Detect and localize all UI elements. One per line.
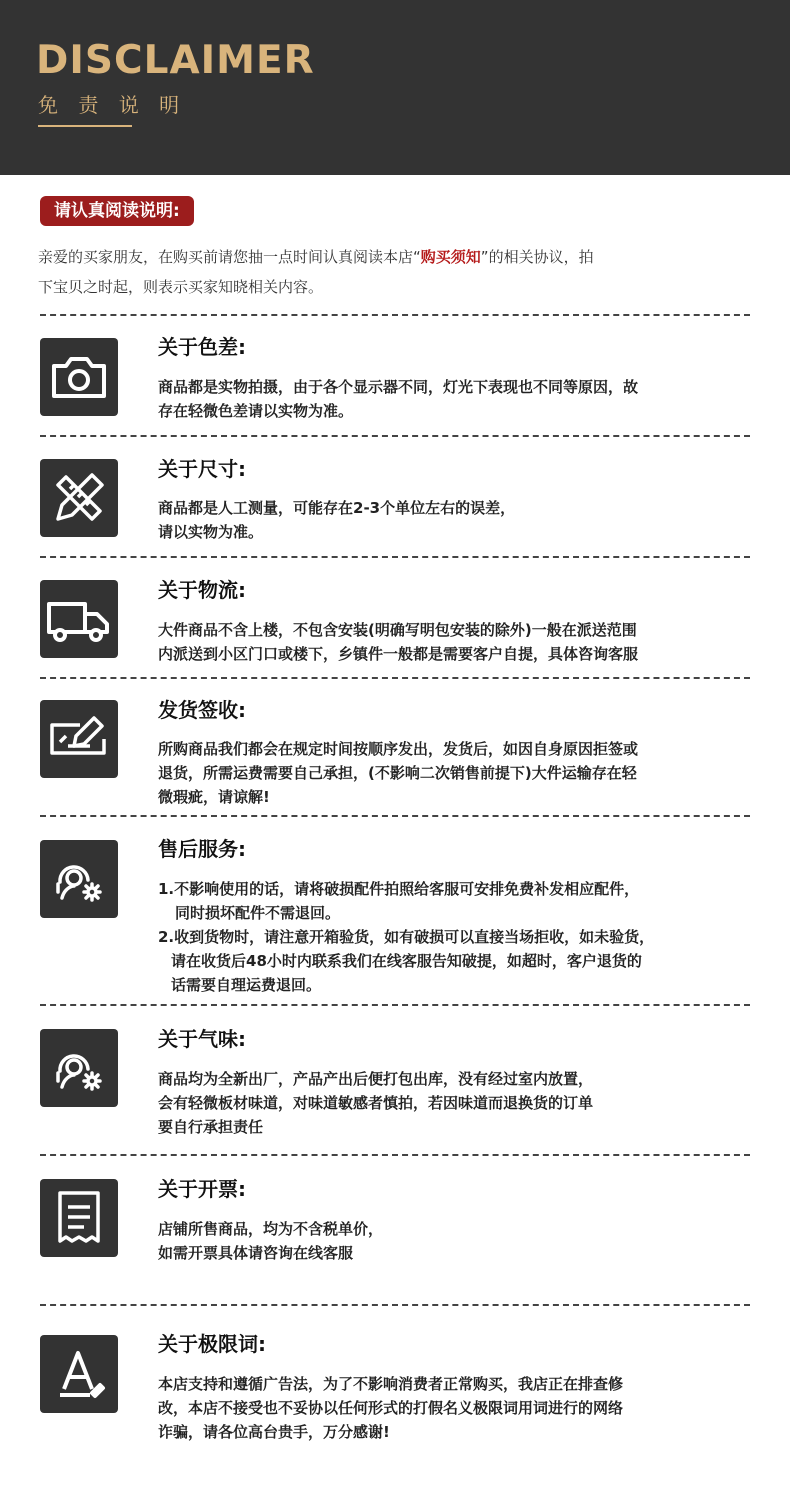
intro-line2: 下宝贝之时起，则表示买家知晓相关内容。 xyxy=(38,278,324,296)
divider xyxy=(40,435,750,437)
body-line: 请以实物为准。 xyxy=(158,523,264,541)
divider xyxy=(40,1304,750,1306)
title-en: DISCLAIMER xyxy=(36,38,315,83)
body-line: 改，本店不接受也不妥协以任何形式的打假名义极限词用词进行的网络 xyxy=(158,1399,624,1417)
section-body xyxy=(158,618,758,666)
section-body xyxy=(158,1372,758,1444)
intro-after: ”的相关协议，拍 xyxy=(480,248,594,266)
pencil-ruler-icon xyxy=(40,459,118,537)
body-line: 商品均为全新出厂，产品产出后便打包出库，没有经过室内放置， xyxy=(158,1070,594,1088)
body-line: 1.不影响使用的话，请将破损配件拍照给客服可安排免费补发相应配件， xyxy=(158,880,640,898)
section-title: 关于气味: xyxy=(158,1027,246,1051)
divider xyxy=(40,677,750,679)
body-line: 商品都是实物拍摄，由于各个显示器不同，灯光下表现也不同等原因，故 xyxy=(158,378,639,396)
sign-icon xyxy=(40,700,118,778)
truck-icon xyxy=(40,580,118,658)
body-line: 本店支持和遵循广告法，为了不影响消费者正常购买，我店正在排查修 xyxy=(158,1375,624,1393)
intro-text xyxy=(38,242,750,302)
body-line: 存在轻微色差请以实物为准。 xyxy=(158,402,354,420)
body-line: 2.收到货物时，请注意开箱验货，如有破损可以直接当场拒收，如未验货， xyxy=(158,928,655,946)
body-line: 内派送到小区门口或楼下，乡镇件一般都是需要客户自提，具体咨询客服 xyxy=(158,645,639,663)
section-body xyxy=(158,496,758,544)
section-title: 关于尺寸: xyxy=(158,457,246,481)
intro-before: 亲爱的买家朋友，在购买前请您抽一点时间认真阅读本店“ xyxy=(38,248,421,266)
body-line: 同时损坏配件不需退回。 xyxy=(175,904,341,922)
section-body xyxy=(158,737,758,809)
service-icon xyxy=(40,840,118,918)
section-title: 关于开票: xyxy=(158,1177,246,1201)
divider xyxy=(40,314,750,316)
intro-highlight: 购买须知 xyxy=(420,248,481,266)
section-title: 发货签收: xyxy=(158,698,246,722)
body-line: 要自行承担责任 xyxy=(158,1118,264,1136)
section-body xyxy=(158,375,758,423)
section-body xyxy=(158,1217,758,1265)
body-line: 大件商品不含上楼，不包含安装(明确写明包安装的除外)一般在派送范围 xyxy=(158,621,637,639)
header-banner xyxy=(0,0,790,175)
divider xyxy=(40,556,750,558)
read-notice-badge: 请认真阅读说明: xyxy=(40,196,194,226)
body-line: 诈骗，请各位高台贵手，万分感谢! xyxy=(158,1423,390,1441)
body-line: 退货，所需运费需要自己承担，(不影响二次销售前提下)大件运输存在轻 xyxy=(158,764,637,782)
divider xyxy=(40,815,750,817)
service-icon xyxy=(40,1029,118,1107)
body-line: 店铺所售商品，均为不含税单价， xyxy=(158,1220,384,1238)
section-body xyxy=(158,1067,758,1139)
title-underline xyxy=(38,125,132,127)
section-title: 关于极限词: xyxy=(158,1332,266,1356)
receipt-icon xyxy=(40,1179,118,1257)
title-cn: 免 责 说 明 xyxy=(38,93,187,117)
section-body xyxy=(158,877,758,997)
body-line: 微瑕疵，请谅解! xyxy=(158,788,270,806)
body-line: 会有轻微板材味道，对味道敏感者慎拍，若因味道而退换货的订单 xyxy=(158,1094,594,1112)
divider xyxy=(40,1004,750,1006)
body-line: 所购商品我们都会在规定时间按顺序发出，发货后，如因自身原因拒签或 xyxy=(158,740,639,758)
body-line: 请在收货后48小时内联系我们在线客服告知破提，如超时，客户退货的 xyxy=(171,952,642,970)
body-line: 话需要自理运费退回。 xyxy=(171,976,322,994)
body-line: 商品都是人工测量，可能存在2-3个单位左右的误差， xyxy=(158,499,516,517)
body-line: 如需开票具体请咨询在线客服 xyxy=(158,1244,354,1262)
text-a-icon xyxy=(40,1335,118,1413)
section-title: 售后服务: xyxy=(158,837,246,861)
divider xyxy=(40,1154,750,1156)
section-title: 关于色差: xyxy=(158,335,246,359)
section-title: 关于物流: xyxy=(158,578,246,602)
camera-icon xyxy=(40,338,118,416)
